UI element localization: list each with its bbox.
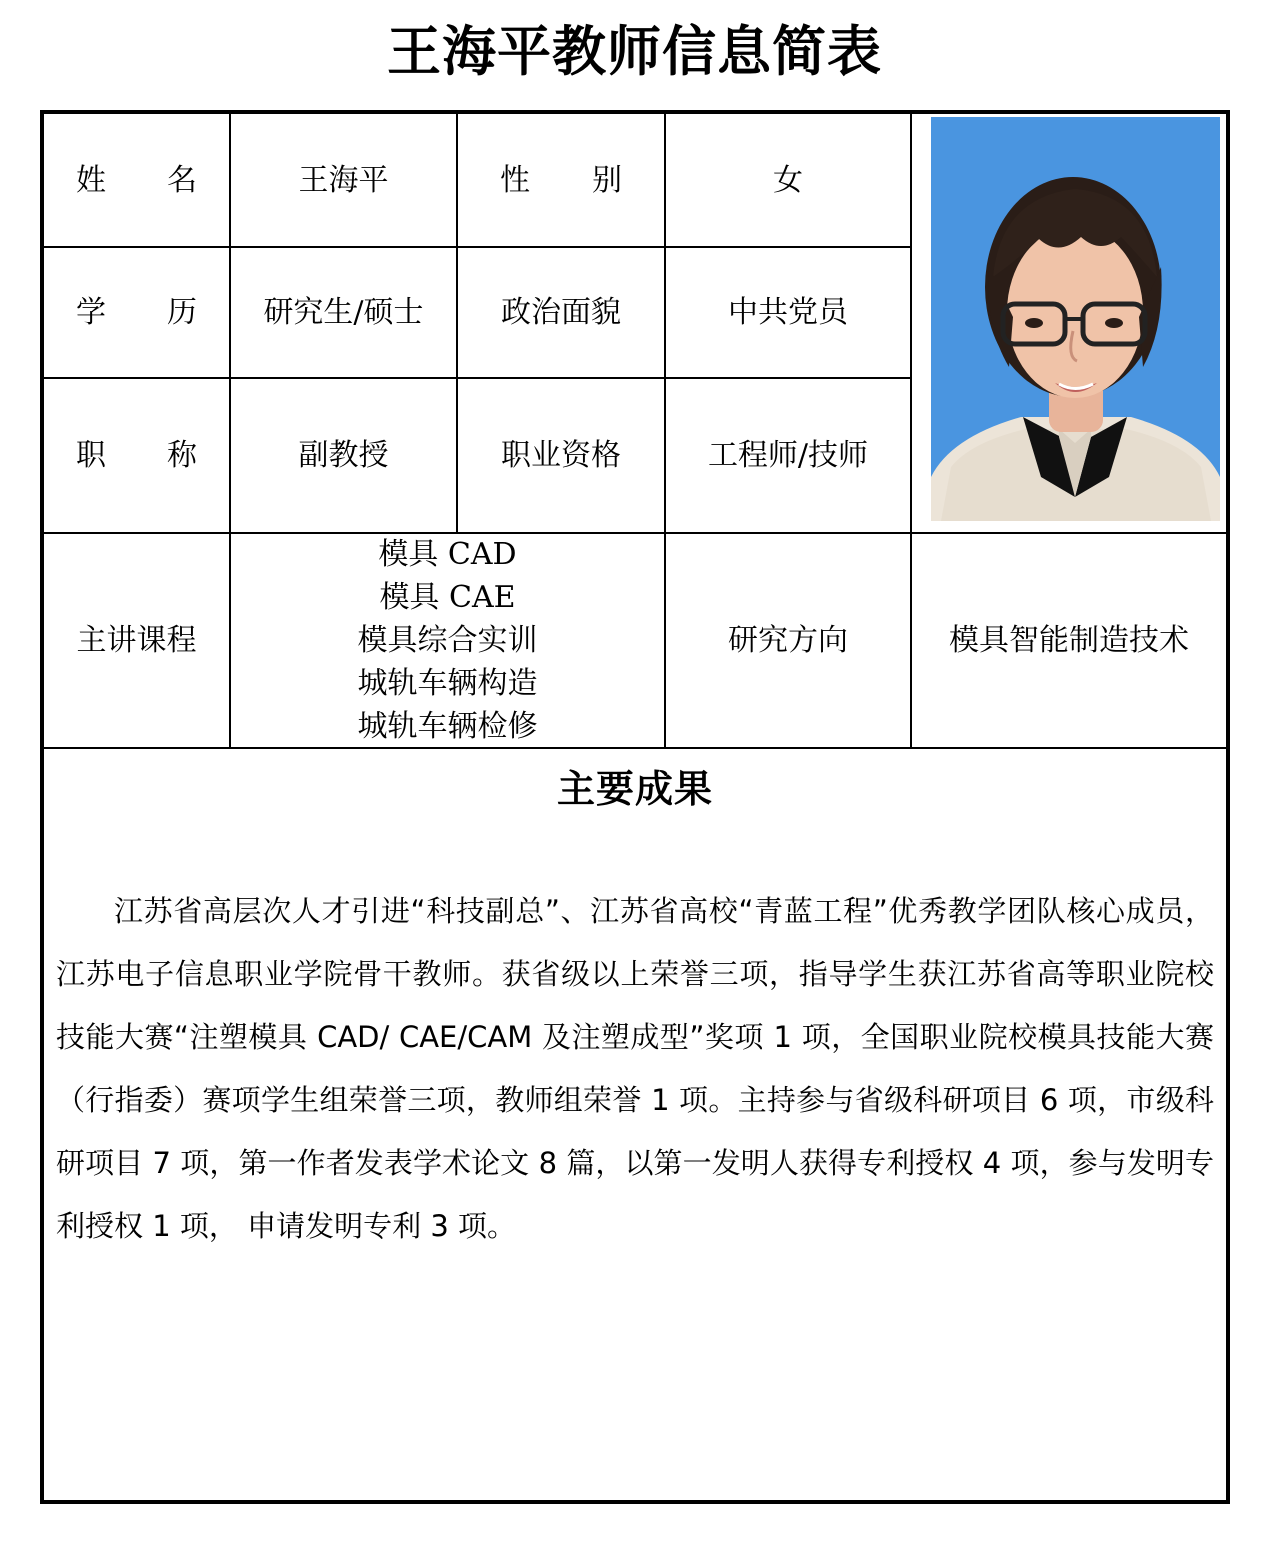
research-label: 研究方向 [728,623,848,658]
qualification-value: 工程师/技师 [707,438,869,473]
political-value: 中共党员 [728,295,848,330]
name-value: 王海平 [298,162,389,198]
rank-label-char-1: 职 [76,438,106,473]
gender-label [458,114,664,246]
course-item: 模具综合实训 [357,623,538,658]
grid-line [44,747,1226,749]
course-item: 模具 CAE [379,580,516,615]
rank-value: 副教授 [298,438,389,473]
portrait-photo [931,117,1220,521]
gender-value: 女 [773,162,803,198]
achievements-title: 主要成果 [556,766,713,811]
gender-label-char-1: 性 [500,162,530,198]
achievements-text: 江苏省高层次人才引进“科技副总”、江苏省高校“青蓝工程”优秀教学团队核心成员，江苏电子信息职业学院骨干教师。获省级以上荣誉三项，指导学生获江苏省高等职业院校技能大赛“注塑模具 CAD/ CAE/CAM 及注塑成型”奖项 1 项，全国职业院校模具技能大赛（行指委）赛项学生组荣誉三项，教师组荣誉 1 项。主持参与省级科研项目 6 项，市级科研项目 7 项，第一作者发表学术论文 8 篇，以第一发明人获得专利授权 4 项，参与发明专利授权 1 项， 申请发明专利 3 项。 [56,894,1214,1243]
qualification-label: 职业资格 [501,438,621,473]
political-label: 政治面貌 [501,295,621,330]
name-label-char-2: 名 [167,162,197,198]
education-label [44,248,229,377]
course-item: 城轨车辆检修 [357,709,538,744]
rank-label [44,379,229,532]
education-value: 研究生/硕士 [263,295,424,330]
rank-label-char-2: 称 [167,438,197,473]
page-title: 王海平教师信息简表 [387,20,882,83]
education-label-char-2: 历 [167,295,197,330]
research-value: 模具智能制造技术 [949,623,1189,658]
gender-label-char-2: 别 [592,162,622,198]
name-label-char-1: 姓 [76,162,106,198]
courses-label: 主讲课程 [76,623,197,658]
courses-list [231,534,664,747]
portrait-image [931,117,1220,521]
course-item: 城轨车辆构造 [357,666,538,701]
course-item: 模具 CAD [378,537,517,572]
name-label [44,114,229,246]
education-label-char-1: 学 [76,295,106,330]
